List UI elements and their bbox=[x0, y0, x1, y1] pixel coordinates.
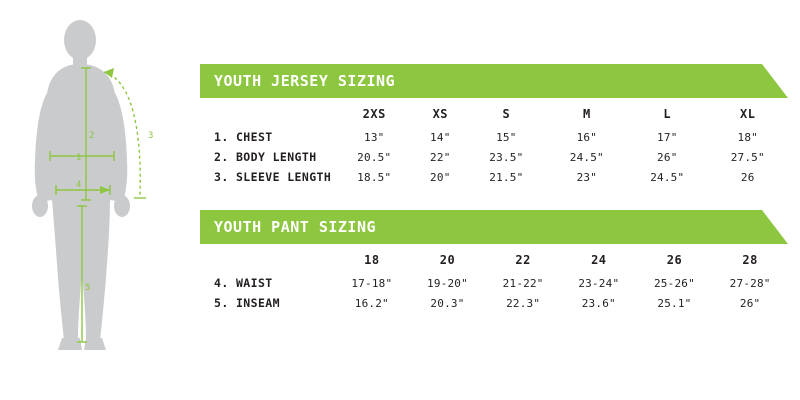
pant-inseam-26: 25.1" bbox=[657, 296, 692, 310]
jersey-col-l: L bbox=[663, 107, 672, 121]
table-row bbox=[200, 293, 788, 313]
pant-inseam-28: 26" bbox=[739, 296, 761, 310]
measurement-figure bbox=[14, 10, 184, 370]
pant-col-24: 24 bbox=[591, 253, 607, 267]
marker-4-label: 4 bbox=[76, 180, 82, 190]
jersey-chest-l: 17" bbox=[657, 130, 678, 144]
youth-jersey-sizing-table bbox=[200, 64, 788, 187]
jersey-sleeve-length-s: 21.5" bbox=[489, 170, 524, 184]
jersey-col-xs: XS bbox=[432, 107, 449, 121]
jersey-body-length-m: 24.5" bbox=[569, 150, 604, 164]
jersey-header-row bbox=[200, 104, 788, 127]
pant-waist-24: 23-24" bbox=[578, 276, 620, 290]
jersey-chest-2xs: 13" bbox=[364, 130, 385, 144]
table-row bbox=[200, 273, 788, 293]
jersey-sleeve-length-l: 24.5" bbox=[650, 170, 685, 184]
pant-col-26: 26 bbox=[666, 253, 683, 267]
pant-waist-28: 27-28" bbox=[729, 276, 771, 290]
table-row bbox=[200, 147, 788, 167]
pant-waist-20: 19-20" bbox=[427, 276, 468, 290]
pant-waist-26: 25-26" bbox=[653, 276, 695, 290]
pant-inseam-20: 20.3" bbox=[430, 296, 465, 310]
jersey-chest-xs: 14" bbox=[430, 130, 451, 144]
marker-1-label: 1 bbox=[76, 153, 82, 163]
jersey-sleeve-length-m: 23" bbox=[576, 170, 598, 184]
table-row bbox=[200, 167, 788, 187]
jersey-table-title: YOUTH JERSEY SIZING bbox=[214, 72, 396, 90]
jersey-col-xl: XL bbox=[740, 107, 756, 121]
pant-inseam-18: 16.2" bbox=[354, 296, 389, 310]
jersey-row-sleeve-length-label: 3. SLEEVE LENGTH bbox=[214, 170, 332, 184]
jersey-sleeve-length-xs: 20" bbox=[430, 170, 451, 184]
pant-size-table bbox=[200, 250, 788, 313]
jersey-col-s: S bbox=[502, 107, 511, 121]
pant-col-22: 22 bbox=[515, 253, 531, 267]
table-row bbox=[200, 127, 788, 147]
pant-waist-22: 21-22" bbox=[502, 276, 544, 290]
pant-row-inseam-label: 5. INSEAM bbox=[214, 296, 280, 310]
jersey-body-length-l: 26" bbox=[657, 150, 678, 164]
jersey-table-header bbox=[200, 64, 788, 98]
pant-waist-18: 17-18" bbox=[351, 276, 393, 290]
pant-row-header-label bbox=[200, 250, 334, 273]
jersey-body-length-xl: 27.5" bbox=[730, 150, 765, 164]
jersey-chest-s: 15" bbox=[496, 130, 517, 144]
jersey-row-chest-label: 1. CHEST bbox=[214, 130, 273, 144]
jersey-sleeve-length-xl: 26 bbox=[740, 170, 755, 184]
marker-2-label: 2 bbox=[89, 131, 95, 141]
pant-row-waist-label: 4. WAIST bbox=[214, 276, 273, 290]
pant-table-title: YOUTH PANT SIZING bbox=[214, 218, 377, 236]
pant-col-18: 18 bbox=[364, 253, 380, 267]
jersey-row-body-length-label: 2. BODY LENGTH bbox=[214, 150, 317, 164]
pant-inseam-24: 23.6" bbox=[581, 296, 616, 310]
pant-header-row bbox=[200, 250, 788, 273]
jersey-body-length-xs: 22" bbox=[430, 150, 451, 164]
jersey-row-header-label bbox=[200, 104, 334, 127]
pant-inseam-22: 22.3" bbox=[506, 296, 541, 310]
youth-pant-sizing-table bbox=[200, 210, 788, 313]
jersey-chest-m: 16" bbox=[576, 130, 598, 144]
pant-table-header bbox=[200, 210, 788, 244]
pant-col-28: 28 bbox=[742, 253, 758, 267]
pant-col-20: 20 bbox=[439, 253, 456, 267]
jersey-chest-xl: 18" bbox=[737, 130, 758, 144]
jersey-body-length-2xs: 20.5" bbox=[357, 150, 392, 164]
jersey-col-2xs: 2XS bbox=[362, 107, 386, 121]
jersey-size-table bbox=[200, 104, 788, 187]
marker-3-label: 3 bbox=[148, 131, 154, 141]
jersey-sleeve-length-2xs: 18.5" bbox=[357, 170, 392, 184]
jersey-col-m: M bbox=[582, 107, 591, 121]
jersey-body-length-s: 23.5" bbox=[489, 150, 524, 164]
marker-5-label: 5 bbox=[85, 283, 91, 293]
